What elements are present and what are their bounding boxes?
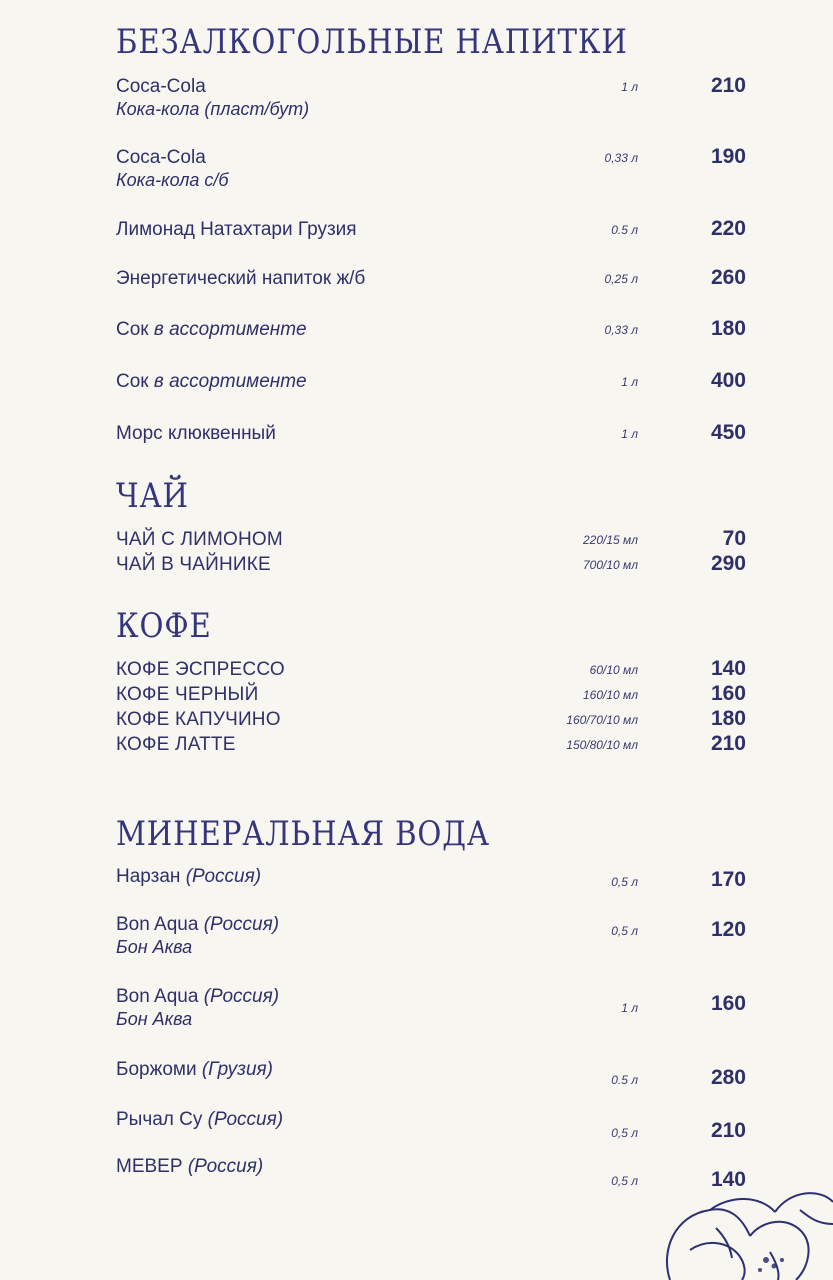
item-volume: 0,5 л [611,1126,638,1140]
item-name: Сок [116,319,154,340]
item-subtitle: Кока-кола с/б [116,170,229,190]
item-price: 280 [710,1066,746,1089]
flower-illustration [650,1140,833,1280]
item-name: Рычал Су [116,1109,208,1130]
item-price: 140 [710,657,746,680]
item-name: Coca-Cola [116,76,206,97]
menu-item [0,76,833,136]
section-title-tea: ЧАЙ [116,476,189,516]
item-name: КОФЕ ЛАТТЕ [116,734,236,755]
item-volume: 0,33 л [604,323,638,337]
item-note: (Россия) [203,986,280,1007]
item-price: 210 [710,1119,746,1142]
item-subtitle: Бон Аква [116,937,193,957]
menu-item [0,554,833,579]
item-price: 160 [710,992,746,1015]
item-note: (Грузия) [201,1059,273,1080]
menu-item [0,147,833,207]
item-name: Сок [116,371,154,392]
item-volume: 0,25 л [604,272,638,286]
item-volume: 0,33 л [604,151,638,165]
item-price: 160 [710,682,746,705]
item-volume: 0,5 л [611,924,638,938]
item-name: ЧАЙ С ЛИМОНОМ [116,529,283,550]
item-name: Морс клюквенный [116,423,276,444]
item-volume: 0,5 л [611,1174,638,1188]
item-name: МЕВЕР [116,1156,188,1177]
item-price: 220 [710,217,746,240]
item-note: (Россия) [207,1109,284,1130]
item-subtitle: Бон Аква [116,1009,193,1029]
menu-item [0,423,833,483]
item-price: 180 [710,707,746,730]
item-price: 400 [710,369,746,392]
item-volume: 1 л [621,1001,638,1015]
item-price: 170 [710,868,746,891]
menu-item [0,709,833,734]
item-price: 120 [710,918,746,941]
item-name: КОФЕ КАПУЧИНО [116,709,281,730]
item-volume: 160/10 мл [582,688,638,702]
item-name: Лимонад Натахтари Грузия [116,219,357,240]
item-price: 260 [710,266,746,289]
item-volume: 160/70/10 мл [566,713,638,727]
item-price: 290 [710,552,746,575]
section-title-soft-drinks: БЕЗАЛКОГОЛЬНЫЕ НАПИТКИ [116,22,628,62]
item-volume: 1 л [621,80,638,94]
section-title-coffee: КОФЕ [116,606,212,646]
item-volume: 700/10 мл [582,558,638,572]
item-price: 210 [710,732,746,755]
item-volume: 220/15 мл [582,533,638,547]
menu-item [0,986,833,1046]
item-volume: 0.5 л [611,223,638,237]
item-name: КОФЕ ЭСПРЕССО [116,659,285,680]
item-note: (Россия) [185,866,262,887]
menu-item [0,914,833,974]
item-price: 180 [710,317,746,340]
item-name: Энергетический напиток ж/б [116,268,366,289]
item-volume: 150/80/10 мл [566,738,638,752]
item-price: 450 [710,421,746,444]
item-note: (Россия) [187,1156,264,1177]
item-subtitle: Кока-кола (пласт/бут) [116,99,310,119]
item-name: КОФЕ ЧЕРНЫЙ [116,684,259,705]
item-name: Bon Aqua [116,914,204,935]
item-volume: 0.5 л [611,1073,638,1087]
item-price: 70 [722,527,746,550]
item-name: Нарзан [116,866,186,887]
menu-item [0,529,833,554]
menu-item [0,684,833,709]
item-volume: 60/10 мл [589,663,638,677]
item-name: Боржоми [116,1059,202,1080]
menu-item [0,734,833,759]
item-price: 190 [710,145,746,168]
item-note: (Россия) [203,914,280,935]
item-name: Coca-Cola [116,147,206,168]
item-volume: 1 л [621,427,638,441]
item-note: в ассортименте [153,319,307,340]
item-note: в ассортименте [153,371,307,392]
item-name: ЧАЙ В ЧАЙНИКЕ [116,554,271,575]
item-volume: 1 л [621,375,638,389]
item-name: Bon Aqua [116,986,204,1007]
section-title-mineral-water: МИНЕРАЛЬНАЯ ВОДА [116,814,490,854]
item-price: 210 [710,74,746,97]
item-price: 140 [710,1168,746,1191]
menu-item [0,659,833,684]
item-volume: 0,5 л [611,875,638,889]
